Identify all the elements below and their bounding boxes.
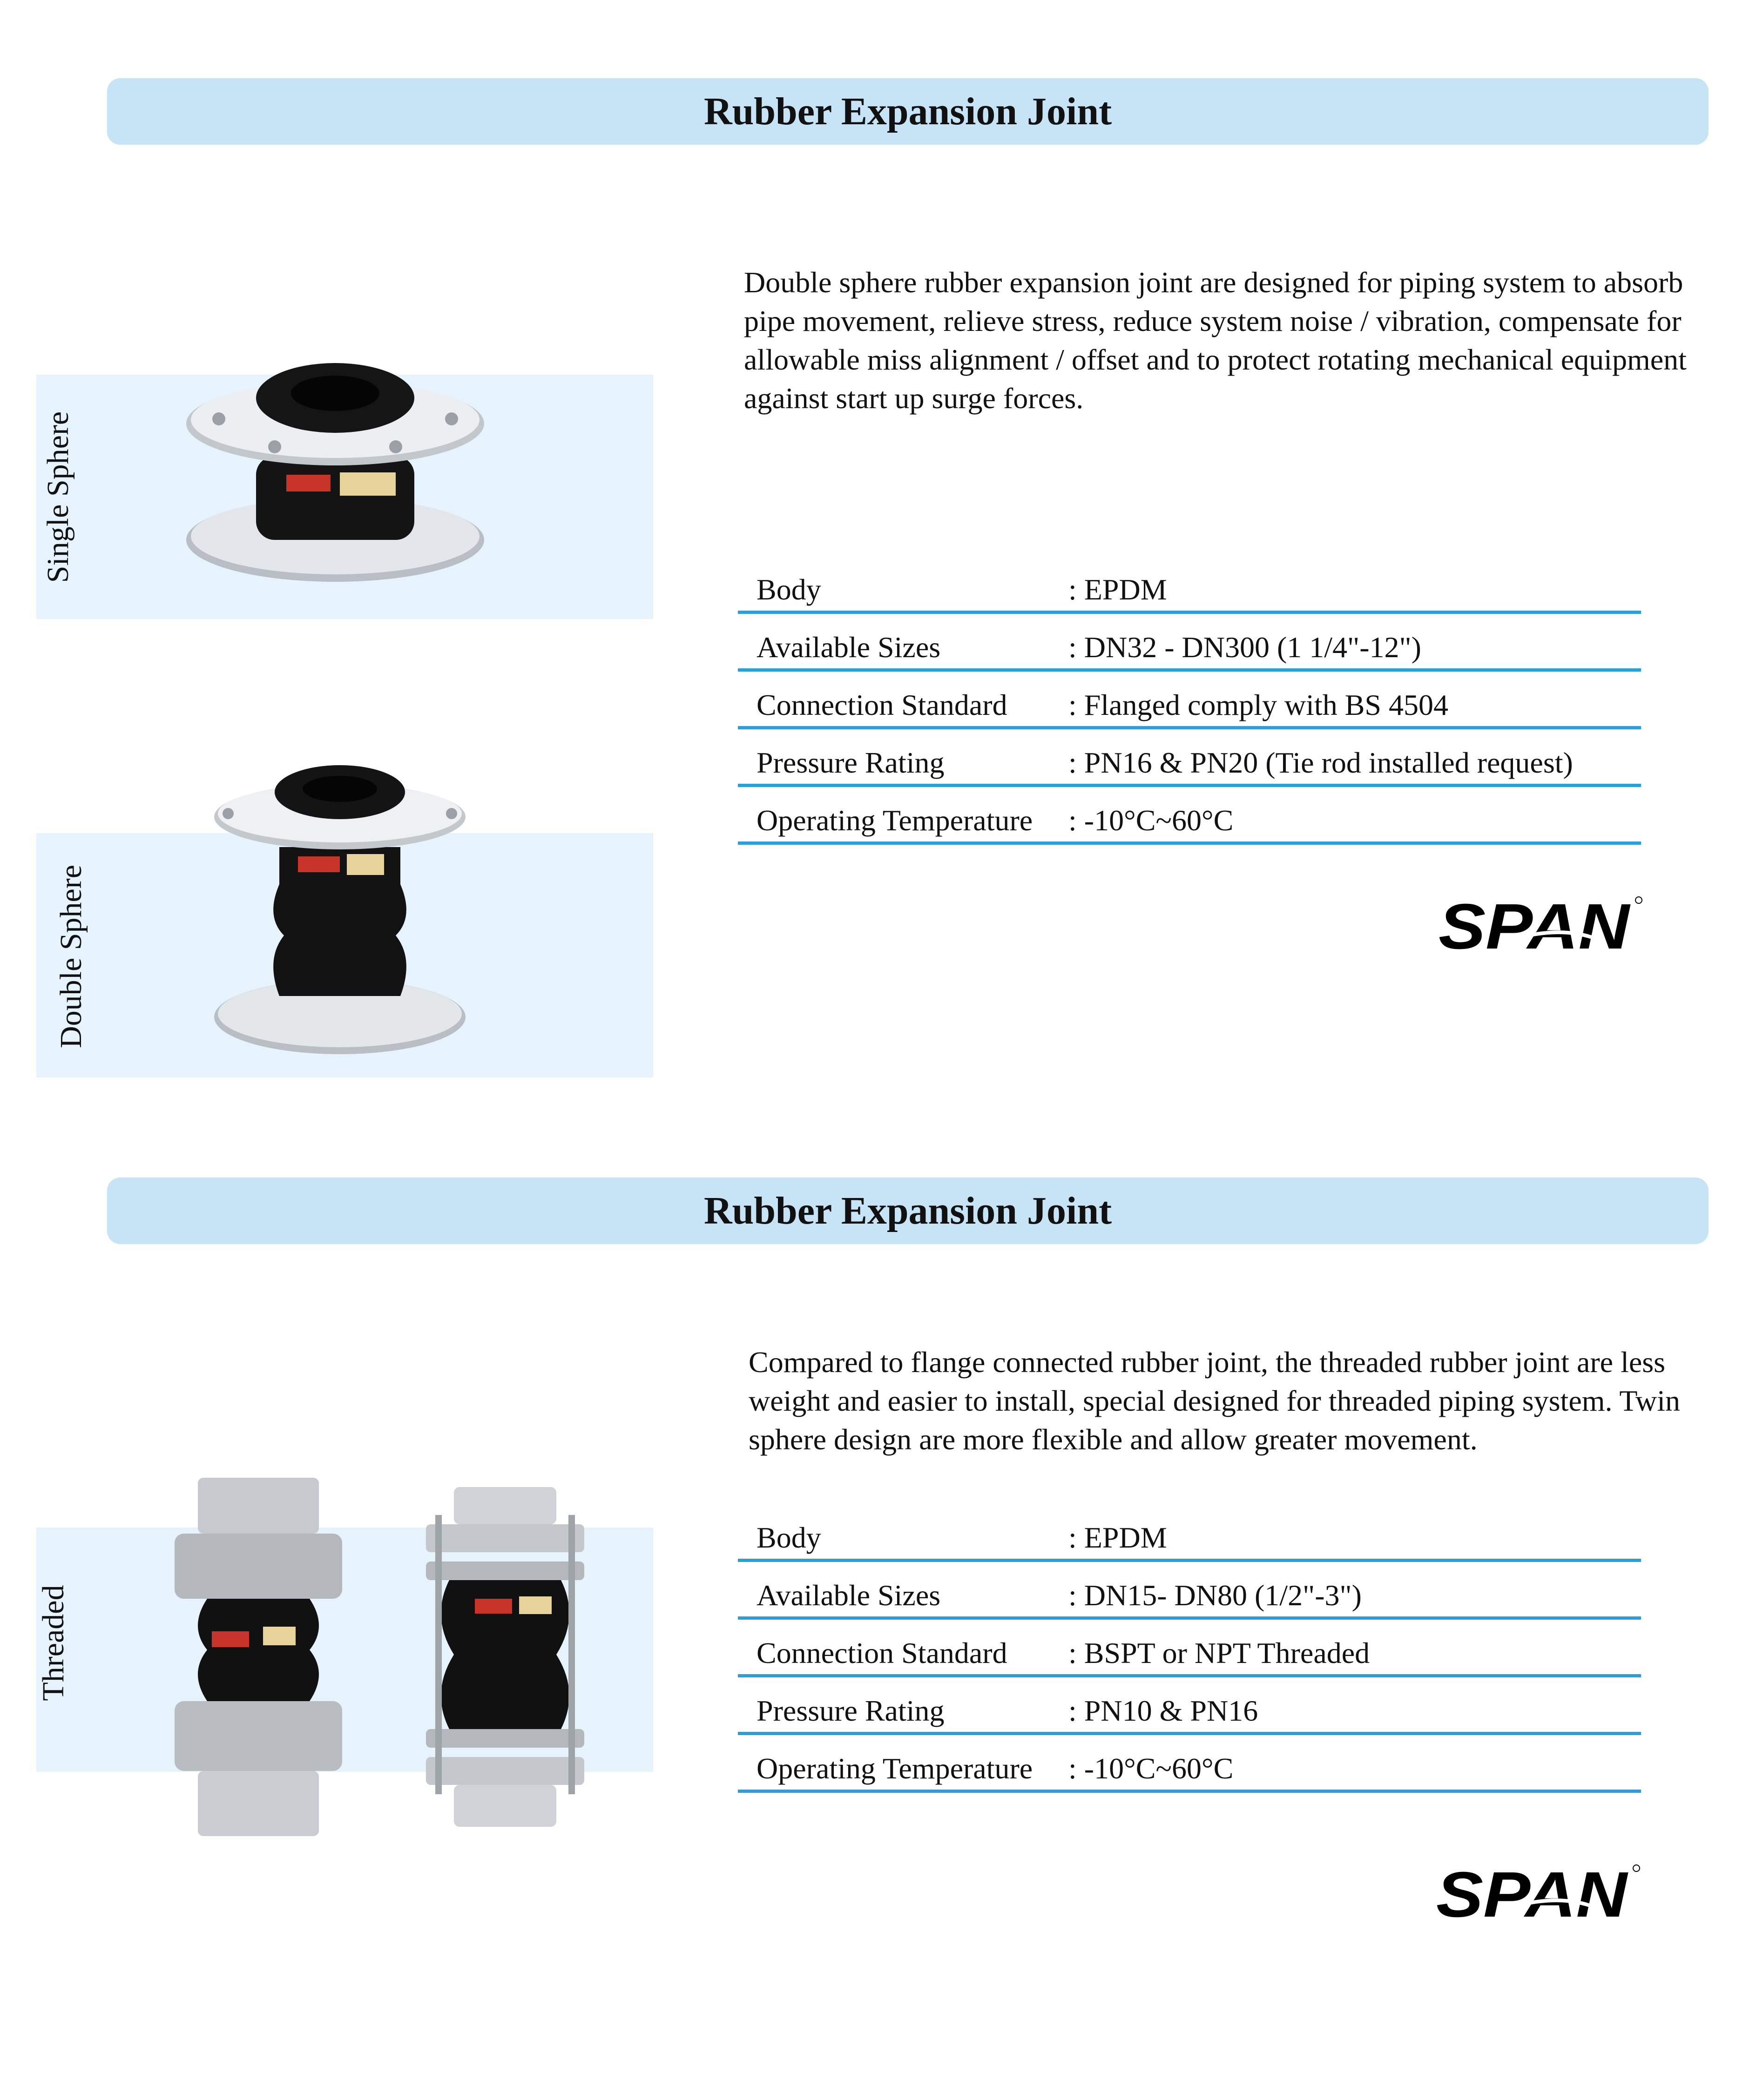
spec-key: Connection Standard [757, 1636, 1007, 1669]
section-1-title: Rubber Expansion Joint [703, 90, 1112, 133]
spec-key: Connection Standard [757, 688, 1007, 721]
spec-value: : EPDM [1068, 1521, 1167, 1554]
section-1-spec-table [738, 556, 1641, 845]
section-2-description: Compared to flange connected rubber joint, the threaded rubber joint are less weight and easier to install, special designed for threaded piping system. Twin sphere design are more flexible and allow greater movement. [749, 1346, 1680, 1456]
spec-key: Available Sizes [757, 631, 941, 664]
spec-row-body [738, 556, 1641, 614]
spec-key: Body [757, 1521, 821, 1554]
span-logo-text: SPAN [1436, 1862, 1629, 1927]
section-1-banner [107, 78, 1709, 145]
section-2-title: Rubber Expansion Joint [703, 1189, 1112, 1232]
spec-value: : PN16 & PN20 (Tie rod installed request) [1068, 746, 1573, 779]
spec-row-available-sizes [738, 1562, 1641, 1620]
double-sphere-label: Double Sphere [54, 864, 88, 1049]
spec-row-operating-temperature [738, 787, 1641, 845]
section-2-banner [107, 1178, 1709, 1244]
spec-row-body [738, 1504, 1641, 1562]
threaded-union-joint-image [170, 1478, 347, 1841]
spec-value: : PN10 & PN16 [1068, 1694, 1258, 1727]
spec-row-available-sizes [738, 614, 1641, 672]
spec-row-pressure-rating [738, 729, 1641, 787]
spec-value: : -10°C~60°C [1068, 1752, 1234, 1785]
spec-key: Operating Temperature [757, 1752, 1033, 1785]
double-sphere-joint-image [209, 763, 470, 1061]
spec-row-connection-standard [738, 672, 1641, 729]
spec-value: : Flanged comply with BS 4504 [1068, 688, 1448, 721]
spec-row-operating-temperature [738, 1735, 1641, 1793]
spec-key: Pressure Rating [757, 1694, 945, 1727]
single-sphere-label: Single Sphere [41, 411, 75, 583]
section-2-spec-table [738, 1504, 1641, 1793]
span-logo [1439, 894, 1653, 959]
spec-key: Operating Temperature [757, 804, 1033, 837]
spec-value: : DN15- DN80 (1/2"-3") [1068, 1579, 1362, 1612]
spec-value: : BSPT or NPT Threaded [1068, 1636, 1370, 1669]
single-sphere-joint-image [177, 354, 493, 586]
section-1-description: Double sphere rubber expansion joint are designed for piping system to absorb pipe movement, relieve stress, reduce system noise / vibration, compensate for allowable miss alignment / offset and to protect rotating mechanical equipment against start up surge forces. [744, 266, 1687, 415]
threaded-twin-sphere-joint-image [421, 1487, 589, 1831]
spec-row-connection-standard [738, 1620, 1641, 1677]
threaded-label: Threaded [36, 1585, 70, 1701]
span-logo-text: SPAN [1439, 894, 1631, 959]
spec-key: Available Sizes [757, 1579, 941, 1612]
spec-value: : DN32 - DN300 (1 1/4"-12") [1068, 631, 1421, 664]
span-logo [1436, 1862, 1650, 1927]
spec-row-pressure-rating [738, 1677, 1641, 1735]
spec-value: : -10°C~60°C [1068, 804, 1234, 837]
spec-key: Pressure Rating [757, 746, 945, 779]
spec-value: : EPDM [1068, 573, 1167, 606]
spec-key: Body [757, 573, 821, 606]
